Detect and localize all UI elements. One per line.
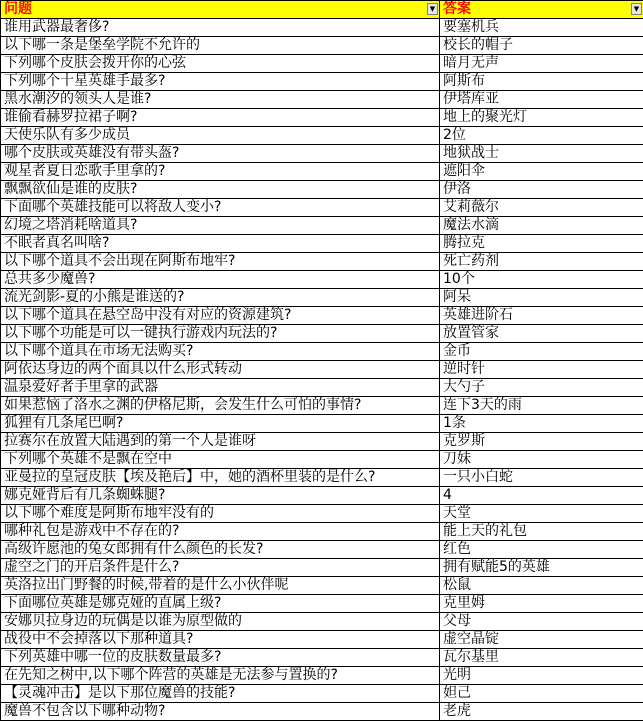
answer-cell[interactable]: 克里姆 [440,595,643,613]
table-row [1,199,643,217]
question-cell[interactable]: 下列哪个十星英雄手最多? [1,73,440,91]
question-cell[interactable]: 不眠者真名叫啥? [1,235,440,253]
table-row [1,289,643,307]
question-cell[interactable]: 英洛拉出门野餐的时候,带着的是什么小伙伴呢 [1,577,440,595]
table-row [1,559,643,577]
answer-column-header[interactable] [440,1,643,19]
table-row [1,109,643,127]
table-row [1,451,643,469]
table-row [1,343,643,361]
answer-cell[interactable]: 父母 [440,613,643,631]
answer-cell[interactable]: 老虎 [440,703,643,721]
question-cell[interactable]: 观星者夏日恋歌手里拿的? [1,163,440,181]
question-cell[interactable]: 以下哪个功能是可以一键执行游戏内玩法的? [1,325,440,343]
answer-cell[interactable]: 连下3天的雨 [440,397,643,415]
question-cell[interactable]: 以下哪个道具不会出现在阿斯布地牢? [1,253,440,271]
answer-cell[interactable]: 腾拉克 [440,235,643,253]
answer-cell[interactable]: 能上天的礼包 [440,523,643,541]
table-row [1,469,643,487]
question-cell[interactable]: 虚空之门的开启条件是什么? [1,559,440,577]
table-row [1,379,643,397]
question-cell[interactable]: 总共多少魔兽? [1,271,440,289]
answer-cell[interactable]: 阿斯布 [440,73,643,91]
question-cell[interactable]: 天使乐队有多少成员 [1,127,440,145]
table-row [1,91,643,109]
answer-cell[interactable]: 一只小白蛇 [440,469,643,487]
table-row [1,271,643,289]
answer-cell[interactable]: 校长的帽子 [440,37,643,55]
answer-cell[interactable]: 红色 [440,541,643,559]
table-body [1,19,643,721]
table-row [1,253,643,271]
answer-cell[interactable]: 伊洛 [440,181,643,199]
table-row [1,235,643,253]
answer-cell[interactable]: 暗月无声 [440,55,643,73]
table-row [1,325,643,343]
answer-cell[interactable]: 艾莉薇尔 [440,199,643,217]
table-row [1,541,643,559]
table-row [1,307,643,325]
table-row [1,703,643,721]
question-cell[interactable]: 飘飘欲仙是谁的皮肤? [1,181,440,199]
answer-cell[interactable]: 遮阳伞 [440,163,643,181]
question-cell[interactable]: 以下哪一条是堡垒学院不允许的 [1,37,440,55]
question-cell[interactable]: 下面哪个英雄技能可以将敌人变小? [1,199,440,217]
answer-cell[interactable]: 瓦尔基里 [440,649,643,667]
table-row [1,523,643,541]
question-cell[interactable]: 在先知之树中,以下哪个阵营的英雄是无法参与置换的? [1,667,440,685]
table-row [1,613,643,631]
answer-cell[interactable]: 4 [440,487,643,505]
answer-cell[interactable]: 死亡药剂 [440,253,643,271]
question-cell[interactable]: 狐狸有几条尾巴啊? [1,415,440,433]
question-cell[interactable]: 温泉爱好者手里拿的武器 [1,379,440,397]
table-row [1,127,643,145]
question-cell[interactable]: 阿依达身边的两个面具以什么形式转动 [1,361,440,379]
question-cell[interactable]: 流光剑影-夏的小熊是谁送的? [1,289,440,307]
question-cell[interactable]: 黑水潮汐的领头人是谁? [1,91,440,109]
question-header-label: 问题 [4,1,32,17]
question-cell[interactable]: 拉赛尔在放置大陆遇到的第一个人是谁呀 [1,433,440,451]
answer-cell[interactable]: 阿呆 [440,289,643,307]
answer-cell[interactable]: 要塞机兵 [440,19,643,37]
table-row [1,631,643,649]
filter-dropdown-icon[interactable]: ▼ [631,3,642,15]
answer-cell[interactable]: 克罗斯 [440,433,643,451]
question-cell[interactable]: 【灵魂冲击】是以下那位魔兽的技能? [1,685,440,703]
table-row [1,217,643,235]
question-cell[interactable]: 娜克娅背后有几条蜘蛛腿? [1,487,440,505]
table-row [1,163,643,181]
question-cell[interactable]: 谁用武器最奢侈? [1,19,440,37]
answer-cell[interactable]: 英雄进阶石 [440,307,643,325]
table-row [1,487,643,505]
question-cell[interactable]: 下列哪个英雄不是飘在空中 [1,451,440,469]
answer-cell[interactable]: 地狱战士 [440,145,643,163]
table-row [1,361,643,379]
table-row [1,73,643,91]
answer-cell[interactable]: 伊塔库亚 [440,91,643,109]
answer-cell[interactable]: 虚空晶锭 [440,631,643,649]
question-cell[interactable]: 安娜贝拉身边的玩偶是以谁为原型做的 [1,613,440,631]
table-row [1,181,643,199]
answer-header-label: 答案 [443,1,471,17]
answer-cell[interactable]: 地上的聚光灯 [440,109,643,127]
answer-cell[interactable]: 天堂 [440,505,643,523]
table-row [1,685,643,703]
question-cell[interactable]: 以下哪个道具在市场无法购买? [1,343,440,361]
question-cell[interactable]: 哪个皮肤或英雄没有带头盔? [1,145,440,163]
answer-cell[interactable]: 2位 [440,127,643,145]
question-cell[interactable]: 以下哪个难度是阿斯布地牢没有的 [1,505,440,523]
answer-cell[interactable]: 大勺子 [440,379,643,397]
question-cell[interactable]: 以下哪个道具在悬空岛中没有对应的资源建筑? [1,307,440,325]
answer-cell[interactable]: 魔法水滴 [440,217,643,235]
table-row [1,433,643,451]
answer-cell[interactable]: 金币 [440,343,643,361]
question-cell[interactable]: 高级许愿池的兔女郎拥有什么颜色的长发? [1,541,440,559]
answer-cell[interactable]: 拥有赋能5的英雄 [440,559,643,577]
answer-cell[interactable]: 刀妹 [440,451,643,469]
answer-cell[interactable]: 妲己 [440,685,643,703]
answer-cell[interactable]: 1条 [440,415,643,433]
answer-cell[interactable]: 松鼠 [440,577,643,595]
question-cell[interactable]: 亚曼拉的皇冠皮肤【埃及艳后】中，她的酒杯里装的是什么? [1,469,440,487]
table-row [1,667,643,685]
table-row [1,649,643,667]
table-row [1,397,643,415]
table-row [1,55,643,73]
answer-cell[interactable]: 光明 [440,667,643,685]
question-cell[interactable]: 如果惹恼了洛水之渊的伊格尼斯，会发生什么可怕的事情? [1,397,440,415]
question-column-header[interactable] [1,1,440,19]
table-row [1,577,643,595]
table-row [1,145,643,163]
table-row [1,505,643,523]
table-row [1,19,643,37]
question-cell[interactable]: 幻境之塔消耗啥道具? [1,217,440,235]
table-row [1,37,643,55]
question-cell[interactable]: 魔兽不包含以下哪种动物? [1,703,440,721]
table-row [1,595,643,613]
question-cell[interactable]: 下列哪个皮肤会拨开你的心弦 [1,55,440,73]
filter-dropdown-icon[interactable]: ▼ [427,3,438,15]
question-cell[interactable]: 谁偷看赫罗拉裙子啊? [1,109,440,127]
answer-cell[interactable]: 10个 [440,271,643,289]
question-cell[interactable]: 战役中不会掉落以下那种道具? [1,631,440,649]
header-row [1,1,643,19]
answer-cell[interactable]: 放置管家 [440,325,643,343]
question-cell[interactable]: 哪种礼包是游戏中不存在的? [1,523,440,541]
answer-cell[interactable]: 逆时针 [440,361,643,379]
table-row [1,415,643,433]
question-cell[interactable]: 下列英雄中哪一位的皮肤数量最多? [1,649,440,667]
question-cell[interactable]: 下面哪位英雄是娜克娅的直属上级? [1,595,440,613]
